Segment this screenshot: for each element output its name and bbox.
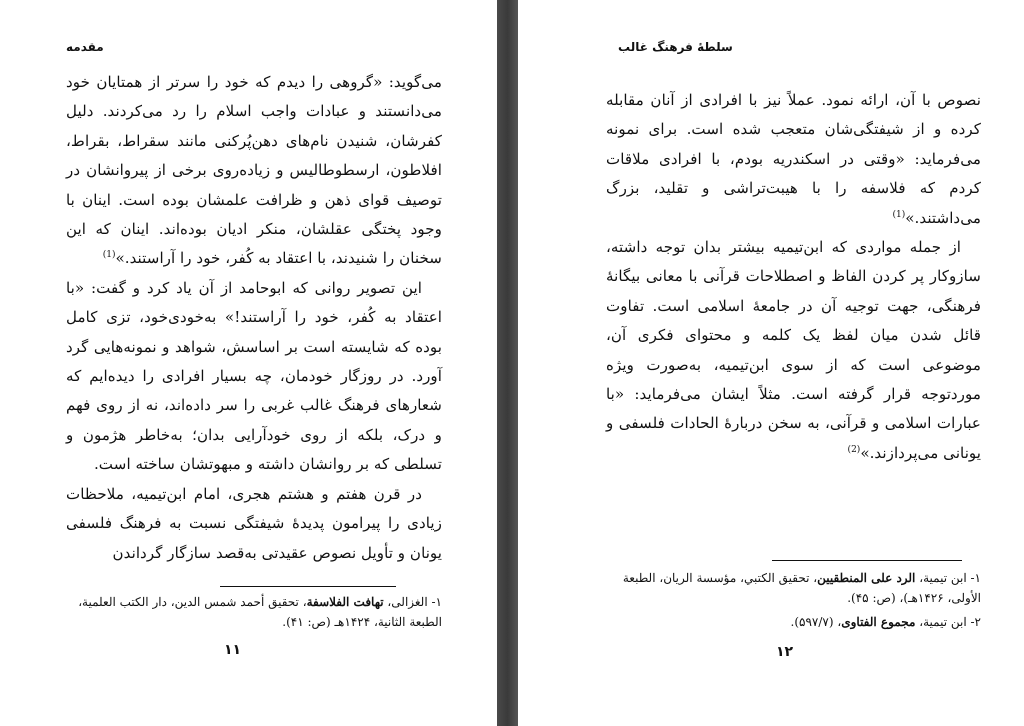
footnote-divider <box>220 586 396 587</box>
footnote-ref: (2) <box>847 444 861 455</box>
paragraph: نصوص با آن، ارائه نمود. عملاً نیز با افرادی از آنان مقابله کرده و از شیفتگی‌شان متعجب شده است. برای نمونه می‌فرماید: «وقتی در اسکندریه بودم، با افرادی ملاقات کردم که فلاسفه را با هیبت‌تراشی و تقلید، بزرگ می‌داشتند.»$^{(1)}$ <box>606 91 981 227</box>
paragraph: از جمله مواردی که ابن‌تیمیه بیشتر بدان توجه داشته، سازوکار پر کردن الفاظ و اصطلاحات قرآنی با معانی بیگانهٔ فرهنگی، جهت توجیه آن در جامعهٔ اسلامی است. تفاوت قائل شدن میان لفظ یک کلمه و محتوای فکری آن، موضوعی است که از سوی ابن‌تیمیه، به‌صورت ویژه موردتوجه قرار گرفته است. مثلاً ایشان می‌فرماید: «با عبارات اسلامی و قرآنی، به سخن دربارهٔ الحادات فلسفی و یونانی می‌پردازند.»$^{(2)}$ <box>606 238 981 462</box>
footnote: ۲- ابن تیمیة، مجموع الفتاوی، (۵۹۷/۷). <box>790 615 981 629</box>
footnote-ref: (1) <box>892 209 906 220</box>
footnote-divider <box>772 560 962 561</box>
footnote: ۱- الغزالی، تهافت الفلاسفة، تحقیق أحمد شمس الدین، دار الکتب العلمیة، الطبعة الثانیة، ۱۴۲۴هـ (ص: ۴۱). <box>78 595 442 629</box>
left-page <box>0 0 497 726</box>
body-text <box>66 68 442 568</box>
footnotes <box>66 592 442 636</box>
page-number: ۱۱ <box>224 642 242 658</box>
footnotes <box>606 568 981 636</box>
page-number: ۱۲ <box>776 644 794 660</box>
running-header: سلطهٔ فرهنگ غالب <box>618 40 733 54</box>
book-gutter <box>497 0 518 726</box>
running-header: مقدمه <box>66 40 104 54</box>
body-text <box>606 86 981 468</box>
paragraph: می‌گوید: «گروهی را دیدم که خود را سرتر از همتایان خود می‌دانستند و عبادات واجب اسلام را رد می‌کردند. دلیل کفرشان، شنیدن نام‌های دهن‌پُرکنی مانند سقراط، بقراط، افلاطون، ارسطوطالیس و زیاده‌روی برخی از پیروانشان در توصیف قوای ذهن و ظرافت علمشان بوده است. اینان با وجود پختگی عقلشان، منکر ادیان بوده‌اند. اینان که این سخنان را شنیدند، با اعتقاد به کُفر، خود را آراستند.»$^{(1)}$ <box>66 73 442 268</box>
footnote-ref: (1) <box>102 250 116 261</box>
footnote: ۱- ابن تیمیة، الرد علی المنطقیین، تحقیق الکتبي، مؤسسة الریان، الطبعة الأولی، ۱۴۲۶هـ)، (ص: ۴۵). <box>622 571 981 605</box>
paragraph: در قرن هفتم و هشتم هجری، امام ابن‌تیمیه، ملاحظات زیادی را پیرامون پدیدهٔ شیفتگی نسبت به فرهنگ فلسفی یونان و تأویل نصوص عقیدتی به‌قصد سازگار گرداندن <box>66 484 442 562</box>
paragraph: این تصویر روانی که ابوحامد از آن یاد کرد و گفت: «با اعتقاد به کُفر، خود را آراستند!» به‌خودی‌خود، تزی کامل بوده که شایسته است بر اساسش، شواهد و نمونه‌هایی گرد آورد. در روزگار خودمان، چه بسیار افرادی را دیده‌ایم که شعارهای فرهنگ غالب غربی را سر داده‌اند، نه از روی فهم و درک، بلکه از روی خودآرایی بدان؛ به‌خاطر هژمون و تسلطی که بر روانشان داشته و مبهوتشان ساخته است. <box>66 278 442 474</box>
right-page <box>518 0 1024 726</box>
